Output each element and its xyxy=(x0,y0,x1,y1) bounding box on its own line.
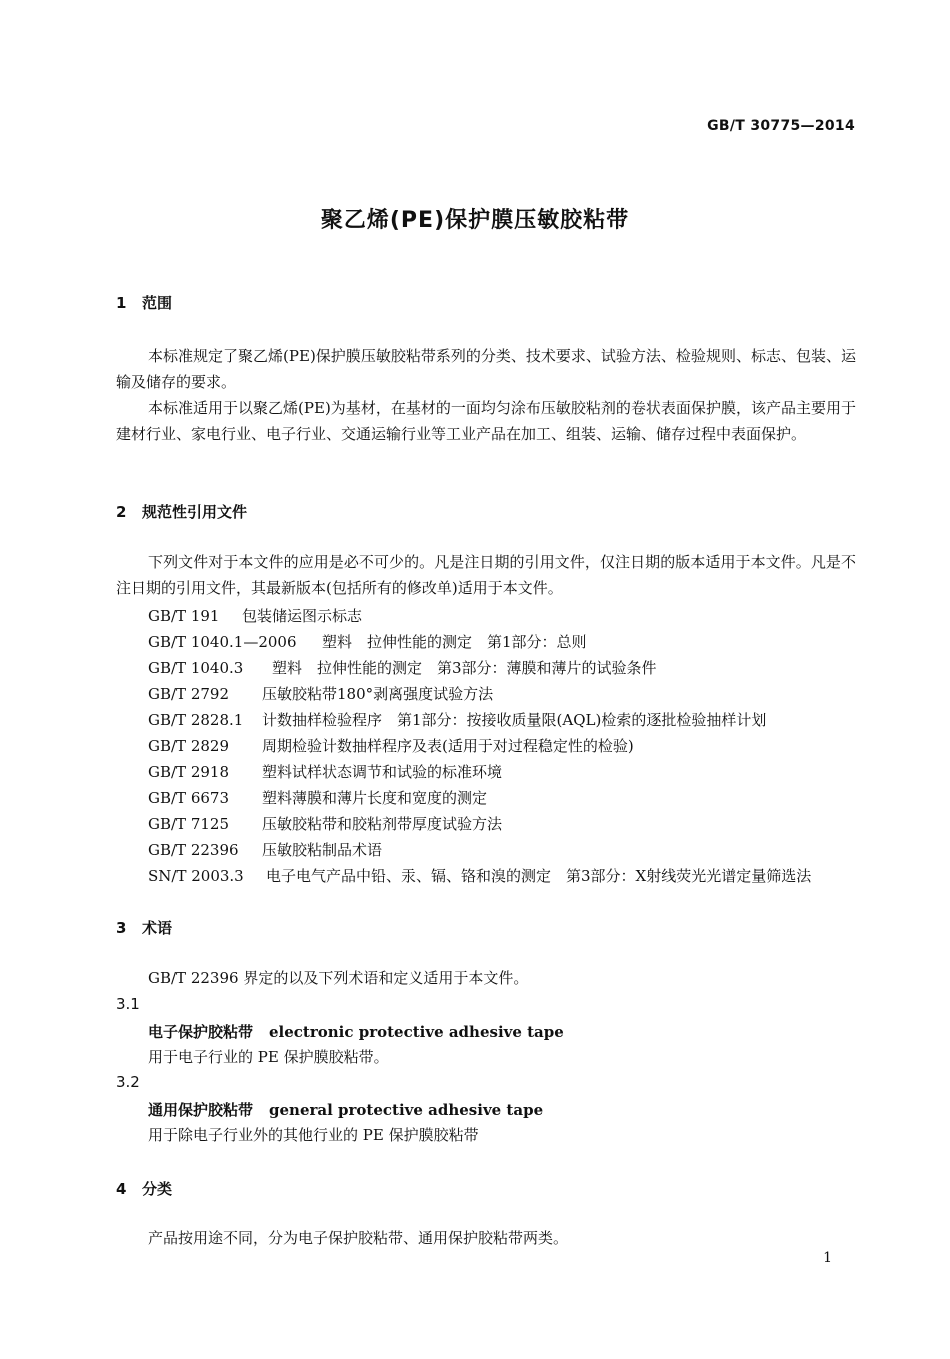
ref-title: 压敏胶粘带180°剥离强度试验方法 xyxy=(262,685,494,703)
section-title: 规范性引用文件 xyxy=(142,503,248,521)
paragraph: 下列文件对于本文件的应用是必不可少的。凡是注日期的引用文件，仅注日期的版本适用于本文件。凡是不注日期的引用文件，其最新版本(包括所有的修改单)适用于本文件。 xyxy=(116,553,856,597)
term-zh: 通用保护胶粘带 xyxy=(148,1101,254,1119)
section-number: 4 xyxy=(116,1180,127,1198)
ref-title: 周期检验计数抽样程序及表(适用于对过程稳定性的检验) xyxy=(262,737,634,755)
term-en: general protective adhesive tape xyxy=(269,1101,544,1119)
reference-item xyxy=(148,865,811,886)
page-number: 1 xyxy=(823,1250,832,1266)
ref-title: 塑料薄膜和薄片长度和宽度的测定 xyxy=(262,789,488,807)
section-title: 范围 xyxy=(142,294,173,312)
section-number: 3 xyxy=(116,919,127,937)
reference-item xyxy=(148,683,493,704)
ref-code: GB/T 1040.1—2006 xyxy=(148,633,297,651)
term-number: 3.2 xyxy=(116,1073,140,1091)
ref-code: GB/T 2792 xyxy=(148,685,230,703)
reference-item xyxy=(148,761,502,782)
ref-title: 塑料试样状态调节和试验的标准环境 xyxy=(262,763,503,781)
ref-code: GB/T 191 xyxy=(148,607,220,625)
ref-code: SN/T 2003.3 xyxy=(148,867,244,885)
term-number: 3.1 xyxy=(116,995,140,1013)
section-2-heading xyxy=(116,501,247,522)
term-entry xyxy=(148,1021,564,1042)
ref-title: 电子电气产品中铅、汞、镉、铬和溴的测定 第3部分：X射线荧光光谱定量筛选法 xyxy=(266,867,812,885)
term-definition: 用于除电子行业外的其他行业的 PE 保护膜胶粘带 xyxy=(148,1126,479,1144)
section-title: 术语 xyxy=(142,919,173,937)
section-number: 2 xyxy=(116,503,127,521)
reference-item xyxy=(148,813,502,834)
ref-code: GB/T 7125 xyxy=(148,815,230,833)
term-entry xyxy=(148,1099,543,1120)
paragraph: GB/T 22396 界定的以及下列术语和定义适用于本文件。 xyxy=(148,969,529,987)
section-3-heading xyxy=(116,917,172,938)
paragraph: 本标准适用于以聚乙烯(PE)为基材，在基材的一面均匀涂布压敏胶粘剂的卷状表面保护膜，该产品主要用于建材行业、家电行业、电子行业、交通运输行业等工业产品在加工、组装、运输、储存过程中表面保护。 xyxy=(116,399,856,443)
reference-item xyxy=(148,709,766,730)
reference-item xyxy=(148,657,657,678)
reference-item xyxy=(148,631,587,652)
ref-title: 计数抽样检验程序 第1部分：按接收质量限(AQL)检索的逐批检验抽样计划 xyxy=(262,711,767,729)
term-zh: 电子保护胶粘带 xyxy=(148,1023,254,1041)
ref-title: 塑料 拉伸性能的测定 第3部分：薄膜和薄片的试验条件 xyxy=(272,659,657,677)
paragraph: 产品按用途不同，分为电子保护胶粘带、通用保护胶粘带两类。 xyxy=(148,1229,569,1247)
reference-item xyxy=(148,839,382,860)
ref-title: 包装储运图示标志 xyxy=(242,607,363,625)
section-1-heading xyxy=(116,292,172,313)
section-title: 分类 xyxy=(142,1180,173,1198)
reference-item xyxy=(148,605,362,626)
ref-code: GB/T 6673 xyxy=(148,789,230,807)
ref-code: GB/T 22396 xyxy=(148,841,239,859)
paragraph: 本标准规定了聚乙烯(PE)保护膜压敏胶粘带系列的分类、技术要求、试验方法、检验规则、标志、包装、运输及储存的要求。 xyxy=(116,347,856,391)
ref-title: 压敏胶粘带和胶粘剂带厚度试验方法 xyxy=(262,815,503,833)
reference-item xyxy=(148,735,634,756)
term-en: electronic protective adhesive tape xyxy=(269,1023,564,1041)
reference-item xyxy=(148,787,487,808)
standard-code: GB/T 30775—2014 xyxy=(707,118,855,134)
document-title: 聚乙烯(PE)保护膜压敏胶粘带 xyxy=(320,208,630,233)
ref-code: GB/T 2828.1 xyxy=(148,711,244,729)
ref-code: GB/T 2829 xyxy=(148,737,230,755)
section-number: 1 xyxy=(116,294,127,312)
ref-title: 塑料 拉伸性能的测定 第1部分：总则 xyxy=(322,633,587,651)
term-definition: 用于电子行业的 PE 保护膜胶粘带。 xyxy=(148,1048,389,1066)
ref-code: GB/T 1040.3 xyxy=(148,659,244,677)
ref-code: GB/T 2918 xyxy=(148,763,230,781)
ref-title: 压敏胶粘制品术语 xyxy=(262,841,383,859)
section-4-heading xyxy=(116,1178,172,1199)
